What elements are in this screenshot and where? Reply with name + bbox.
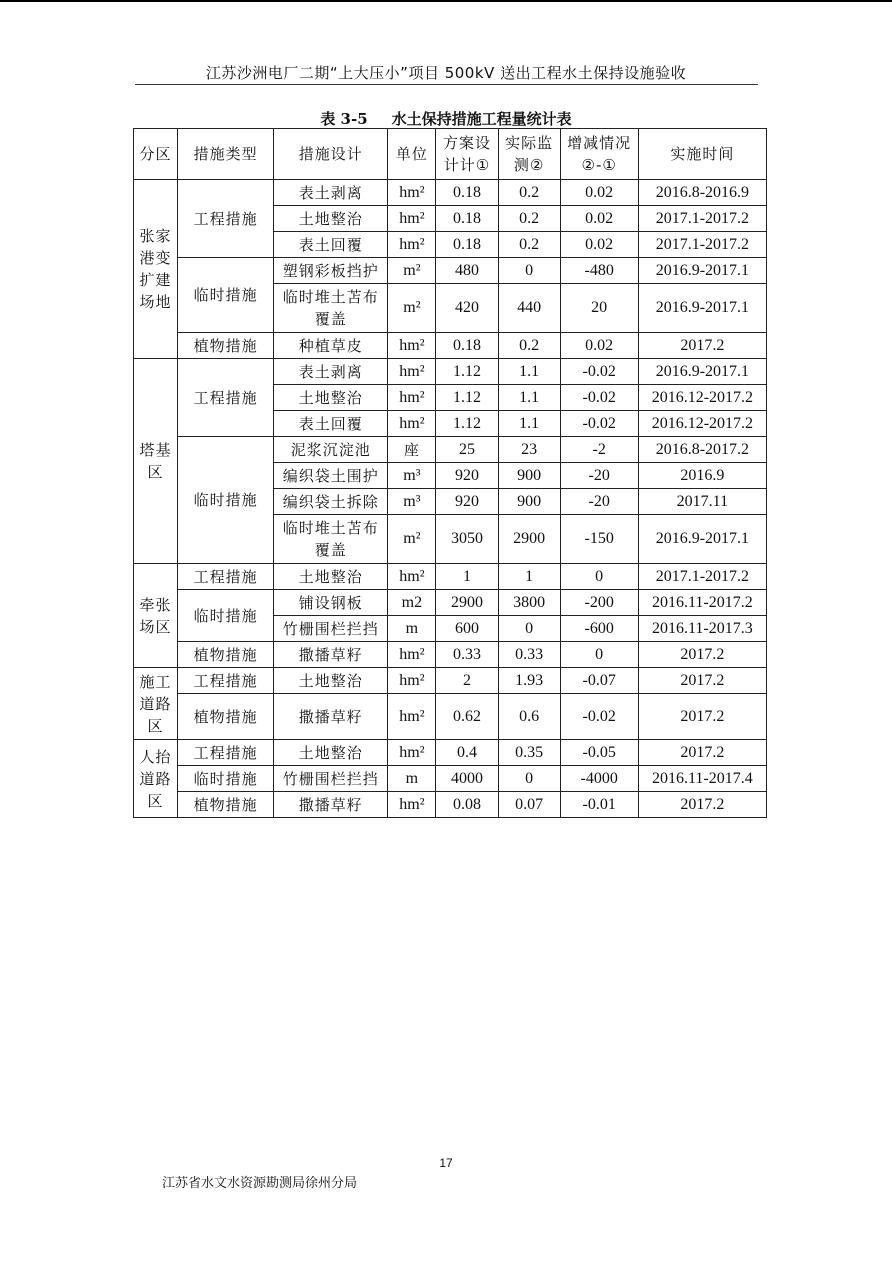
table-row	[134, 694, 767, 740]
measure-type-cell: 工程措施	[178, 180, 274, 258]
measure-type-cell: 工程措施	[178, 740, 274, 766]
change-cell: -480	[560, 258, 638, 284]
time-cell: 2017.2	[638, 694, 766, 740]
unit-cell: hm²	[388, 359, 436, 385]
table-title: 水土保持措施工程量统计表	[391, 110, 572, 128]
unit-cell: m²	[388, 284, 436, 333]
design-cell: 撒播草籽	[274, 694, 388, 740]
change-cell: -0.07	[560, 668, 638, 694]
planned-cell: 0.33	[436, 642, 498, 668]
actual-cell: 0	[498, 616, 560, 642]
design-cell: 土地整治	[274, 206, 388, 232]
design-cell: 临时堆土苫布覆盖	[274, 515, 388, 564]
col-header-unit: 单位	[388, 129, 436, 180]
document-footer: 江苏省水文水资源勘测局徐州分局	[162, 1176, 358, 1191]
actual-cell: 0.07	[498, 792, 560, 818]
actual-cell: 1.1	[498, 359, 560, 385]
planned-cell: 25	[436, 437, 498, 463]
unit-cell: hm²	[388, 411, 436, 437]
planned-cell: 0.08	[436, 792, 498, 818]
time-cell: 2016.8-2017.2	[638, 437, 766, 463]
design-cell: 土地整治	[274, 385, 388, 411]
table-caption	[0, 108, 892, 129]
actual-cell: 2900	[498, 515, 560, 564]
design-cell: 铺设钢板	[274, 590, 388, 616]
zone-cell: 人抬道路区	[134, 740, 178, 818]
table-row	[134, 564, 767, 590]
actual-cell: 900	[498, 489, 560, 515]
table-row	[134, 740, 767, 766]
change-cell: -20	[560, 489, 638, 515]
unit-cell: hm²	[388, 740, 436, 766]
planned-cell: 0.18	[436, 180, 498, 206]
time-cell: 2017.2	[638, 740, 766, 766]
time-cell: 2016.9-2017.1	[638, 515, 766, 564]
design-cell: 表土回覆	[274, 232, 388, 258]
change-cell: -200	[560, 590, 638, 616]
change-cell: -0.02	[560, 385, 638, 411]
change-cell: 0	[560, 564, 638, 590]
design-cell: 撒播草籽	[274, 792, 388, 818]
design-cell: 土地整治	[274, 668, 388, 694]
time-cell: 2016.11-2017.2	[638, 590, 766, 616]
design-cell: 表土回覆	[274, 411, 388, 437]
actual-cell: 3800	[498, 590, 560, 616]
planned-cell: 0.18	[436, 206, 498, 232]
design-cell: 表土剥离	[274, 359, 388, 385]
measure-type-cell: 植物措施	[178, 333, 274, 359]
col-header-zone: 分区	[134, 129, 178, 180]
planned-cell: 920	[436, 463, 498, 489]
planned-cell: 1	[436, 564, 498, 590]
time-cell: 2016.9	[638, 463, 766, 489]
unit-cell: hm²	[388, 180, 436, 206]
planned-cell: 420	[436, 284, 498, 333]
measures-statistics-table	[133, 128, 767, 818]
actual-cell: 0.2	[498, 206, 560, 232]
table-number: 表 3-5	[320, 110, 368, 128]
time-cell: 2016.9-2017.1	[638, 359, 766, 385]
zone-cell: 施工道路区	[134, 668, 178, 740]
design-cell: 编织袋土拆除	[274, 489, 388, 515]
planned-cell: 480	[436, 258, 498, 284]
unit-cell: m2	[388, 590, 436, 616]
design-cell: 临时堆土苫布覆盖	[274, 284, 388, 333]
measure-type-cell: 植物措施	[178, 792, 274, 818]
planned-cell: 1.12	[436, 359, 498, 385]
design-cell: 种植草皮	[274, 333, 388, 359]
time-cell: 2016.12-2017.2	[638, 385, 766, 411]
change-cell: -0.05	[560, 740, 638, 766]
change-cell: 0.02	[560, 206, 638, 232]
measure-type-cell: 工程措施	[178, 564, 274, 590]
zone-cell: 张家港变扩建场地	[134, 180, 178, 359]
time-cell: 2017.11	[638, 489, 766, 515]
col-header-planned: 方案设计计①	[436, 129, 498, 180]
design-cell: 撒播草籽	[274, 642, 388, 668]
col-header-change: 增减情况②-①	[560, 129, 638, 180]
table-row	[134, 668, 767, 694]
actual-cell: 23	[498, 437, 560, 463]
change-cell: -2	[560, 437, 638, 463]
table-row	[134, 258, 767, 284]
col-header-type: 措施类型	[178, 129, 274, 180]
measure-type-cell: 工程措施	[178, 359, 274, 437]
design-cell: 土地整治	[274, 740, 388, 766]
unit-cell: 座	[388, 437, 436, 463]
unit-cell: m	[388, 766, 436, 792]
actual-cell: 0.2	[498, 180, 560, 206]
planned-cell: 0.4	[436, 740, 498, 766]
time-cell: 2016.11-2017.4	[638, 766, 766, 792]
planned-cell: 4000	[436, 766, 498, 792]
unit-cell: m²	[388, 258, 436, 284]
measure-type-cell: 临时措施	[178, 590, 274, 642]
unit-cell: hm²	[388, 564, 436, 590]
time-cell: 2017.2	[638, 668, 766, 694]
zone-cell: 塔基区	[134, 359, 178, 564]
planned-cell: 0.62	[436, 694, 498, 740]
planned-cell: 600	[436, 616, 498, 642]
time-cell: 2017.1-2017.2	[638, 232, 766, 258]
planned-cell: 920	[436, 489, 498, 515]
actual-cell: 1.1	[498, 385, 560, 411]
planned-cell: 0.18	[436, 232, 498, 258]
unit-cell: m³	[388, 463, 436, 489]
actual-cell: 0.35	[498, 740, 560, 766]
top-border-line	[0, 0, 892, 2]
planned-cell: 2	[436, 668, 498, 694]
time-cell: 2016.12-2017.2	[638, 411, 766, 437]
table-row	[134, 180, 767, 206]
actual-cell: 0.2	[498, 333, 560, 359]
page-number: 17	[439, 1156, 453, 1170]
unit-cell: hm²	[388, 232, 436, 258]
design-cell: 泥浆沉淀池	[274, 437, 388, 463]
col-header-design: 措施设计	[274, 129, 388, 180]
actual-cell: 0.33	[498, 642, 560, 668]
document-header: 江苏沙洲电厂二期“上大压小”项目 500kV 送出工程水土保持设施验收	[205, 64, 687, 82]
table-header-row	[134, 129, 767, 180]
actual-cell: 0.2	[498, 232, 560, 258]
design-cell: 竹栅围栏拦挡	[274, 616, 388, 642]
measure-type-cell: 工程措施	[178, 668, 274, 694]
design-cell: 竹栅围栏拦挡	[274, 766, 388, 792]
unit-cell: hm²	[388, 694, 436, 740]
change-cell: -600	[560, 616, 638, 642]
change-cell: 0	[560, 642, 638, 668]
table-row	[134, 766, 767, 792]
time-cell: 2016.9-2017.1	[638, 258, 766, 284]
unit-cell: hm²	[388, 642, 436, 668]
planned-cell: 2900	[436, 590, 498, 616]
unit-cell: hm²	[388, 333, 436, 359]
header-divider	[135, 84, 758, 85]
table-row	[134, 333, 767, 359]
planned-cell: 1.12	[436, 411, 498, 437]
design-cell: 表土剥离	[274, 180, 388, 206]
design-cell: 土地整治	[274, 564, 388, 590]
unit-cell: hm²	[388, 206, 436, 232]
time-cell: 2017.1-2017.2	[638, 206, 766, 232]
change-cell: 0.02	[560, 333, 638, 359]
time-cell: 2016.11-2017.3	[638, 616, 766, 642]
col-header-actual: 实际监测②	[498, 129, 560, 180]
col-header-time: 实施时间	[638, 129, 766, 180]
zone-cell: 牵张场区	[134, 564, 178, 668]
time-cell: 2017.2	[638, 792, 766, 818]
planned-cell: 0.18	[436, 333, 498, 359]
table-row	[134, 590, 767, 616]
change-cell: -4000	[560, 766, 638, 792]
change-cell: -0.01	[560, 792, 638, 818]
table-row	[134, 437, 767, 463]
unit-cell: hm²	[388, 792, 436, 818]
design-cell: 塑钢彩板挡护	[274, 258, 388, 284]
change-cell: 20	[560, 284, 638, 333]
time-cell: 2016.8-2016.9	[638, 180, 766, 206]
time-cell: 2017.2	[638, 333, 766, 359]
measure-type-cell: 临时措施	[178, 766, 274, 792]
measure-type-cell: 植物措施	[178, 642, 274, 668]
time-cell: 2017.1-2017.2	[638, 564, 766, 590]
change-cell: -150	[560, 515, 638, 564]
unit-cell: m³	[388, 489, 436, 515]
actual-cell: 440	[498, 284, 560, 333]
actual-cell: 0	[498, 766, 560, 792]
actual-cell: 0.6	[498, 694, 560, 740]
actual-cell: 0	[498, 258, 560, 284]
change-cell: 0.02	[560, 180, 638, 206]
time-cell: 2017.2	[638, 642, 766, 668]
change-cell: -0.02	[560, 694, 638, 740]
measure-type-cell: 植物措施	[178, 694, 274, 740]
change-cell: -0.02	[560, 359, 638, 385]
change-cell: -0.02	[560, 411, 638, 437]
table-row	[134, 642, 767, 668]
measure-type-cell: 临时措施	[178, 437, 274, 564]
time-cell: 2016.9-2017.1	[638, 284, 766, 333]
actual-cell: 1.93	[498, 668, 560, 694]
unit-cell: m	[388, 616, 436, 642]
planned-cell: 3050	[436, 515, 498, 564]
actual-cell: 1	[498, 564, 560, 590]
actual-cell: 900	[498, 463, 560, 489]
change-cell: 0.02	[560, 232, 638, 258]
planned-cell: 1.12	[436, 385, 498, 411]
unit-cell: hm²	[388, 385, 436, 411]
unit-cell: m²	[388, 515, 436, 564]
design-cell: 编织袋土围护	[274, 463, 388, 489]
measure-type-cell: 临时措施	[178, 258, 274, 333]
table-row	[134, 792, 767, 818]
actual-cell: 1.1	[498, 411, 560, 437]
table-row	[134, 359, 767, 385]
unit-cell: hm²	[388, 668, 436, 694]
change-cell: -20	[560, 463, 638, 489]
